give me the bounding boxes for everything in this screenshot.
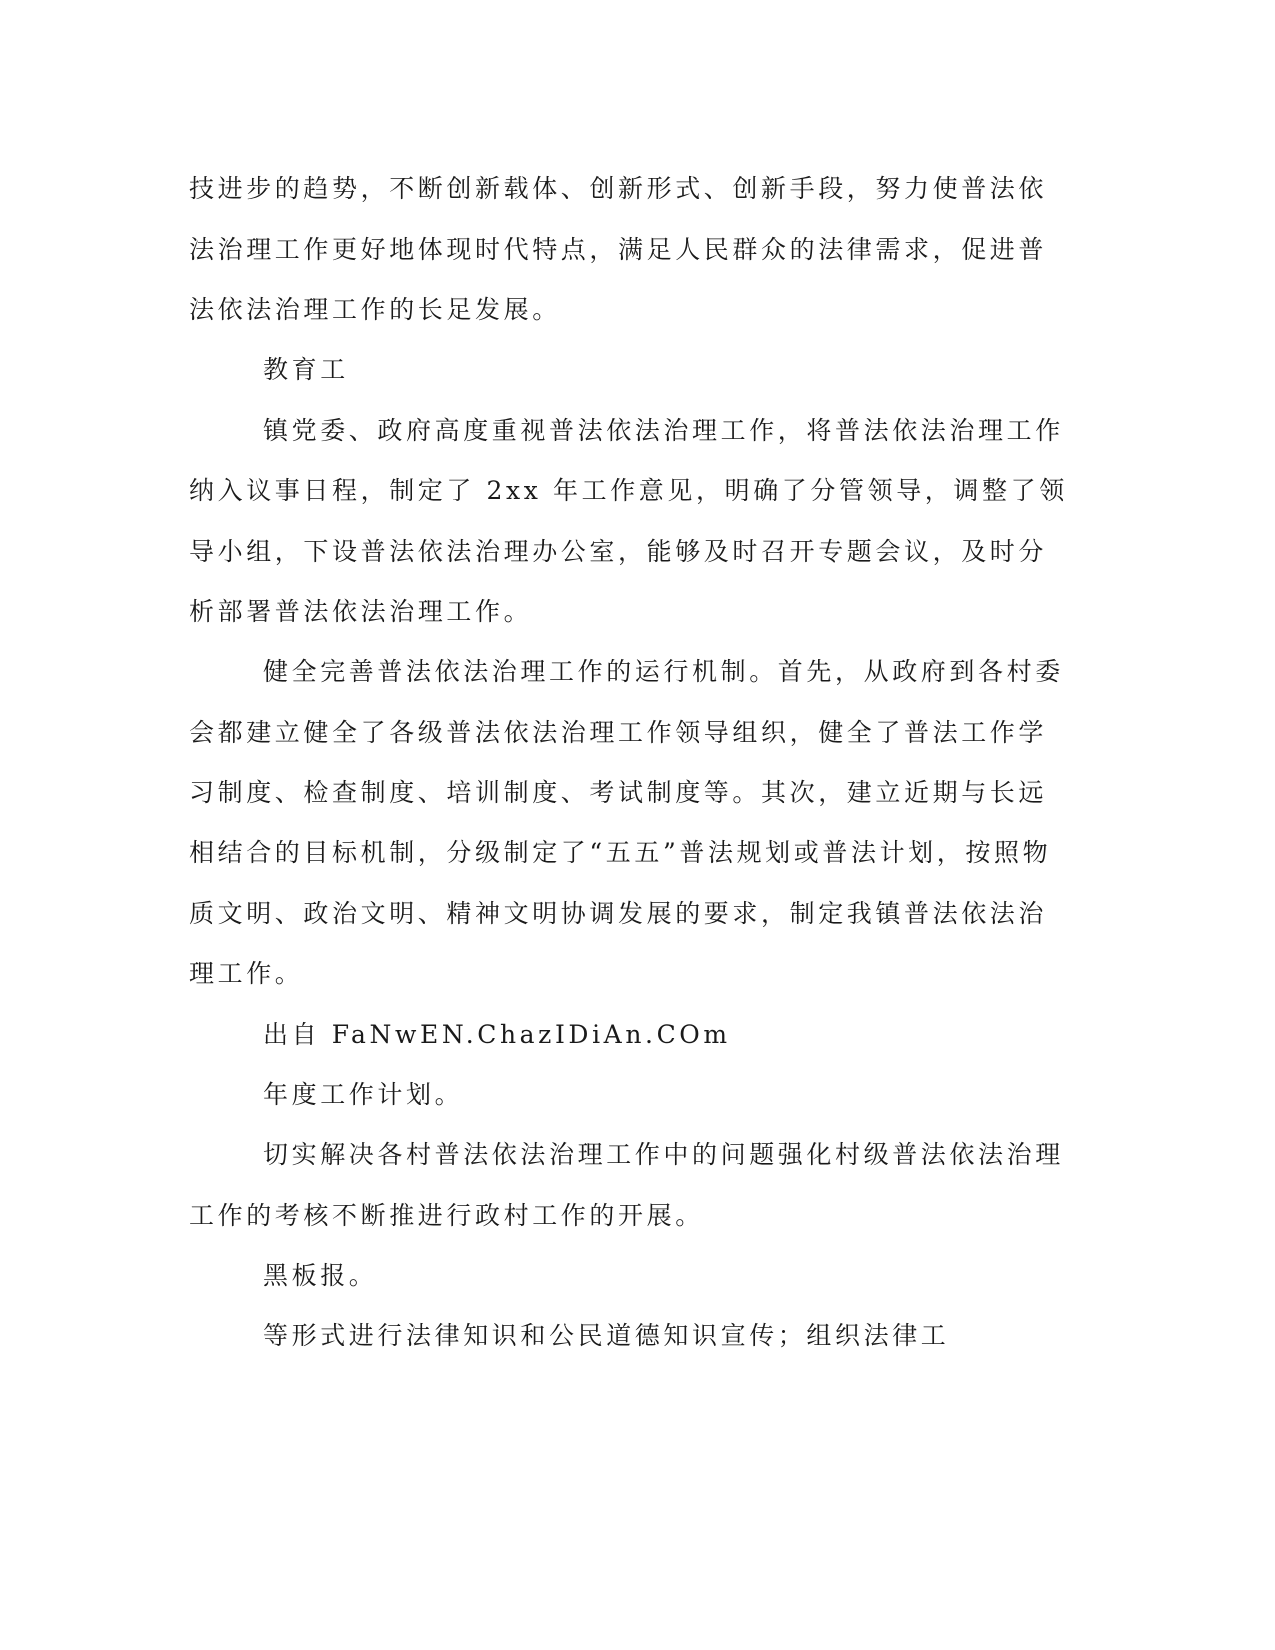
text-line: 质文明、政治文明、精神文明协调发展的要求，制定我镇普法依法治 [189,899,1048,928]
text-line: 法依法治理工作的长足发展。 [189,295,561,324]
section-heading: 教育工 [263,355,349,384]
text-line: 年度工作计划。 [263,1080,464,1109]
text-line: 会都建立健全了各级普法依法治理工作领导组织，健全了普法工作学 [189,718,1048,747]
text-line: 等形式进行法律知识和公民道德知识宣传；组织法律工 [263,1321,950,1350]
text-line: 工作的考核不断推进行政村工作的开展。 [189,1201,704,1230]
text-line: 理工作。 [189,959,304,988]
text-line: 技进步的趋势，不断创新载体、创新形式、创新手段，努力使普法依 [189,174,1048,203]
text-line: 相结合的目标机制，分级制定了“五五”普法规划或普法计划，按照物 [189,838,1052,867]
text-line: 纳入议事日程，制定了 2xx 年工作意见，明确了分管领导，调整了领 [189,476,1068,505]
text-line: 习制度、检查制度、培训制度、考试制度等。其次，建立近期与长远 [189,778,1048,807]
text-line: 导小组，下设普法依法治理办公室，能够及时召开专题会议，及时分 [189,537,1048,566]
source-line: 出自 FaNwEN.ChazIDiAn.COm [263,1020,731,1049]
text-line: 镇党委、政府高度重视普法依法治理工作，将普法依法治理工作 [263,416,1064,445]
text-line: 析部署普法依法治理工作。 [189,597,533,626]
text-line: 黑板报。 [263,1261,378,1290]
text-line: 切实解决各村普法依法治理工作中的问题强化村级普法依法治理 [263,1140,1064,1169]
text-line: 法治理工作更好地体现时代特点，满足人民群众的法律需求，促进普 [189,235,1048,264]
text-line: 健全完善普法依法治理工作的运行机制。首先，从政府到各村委 [263,657,1064,686]
